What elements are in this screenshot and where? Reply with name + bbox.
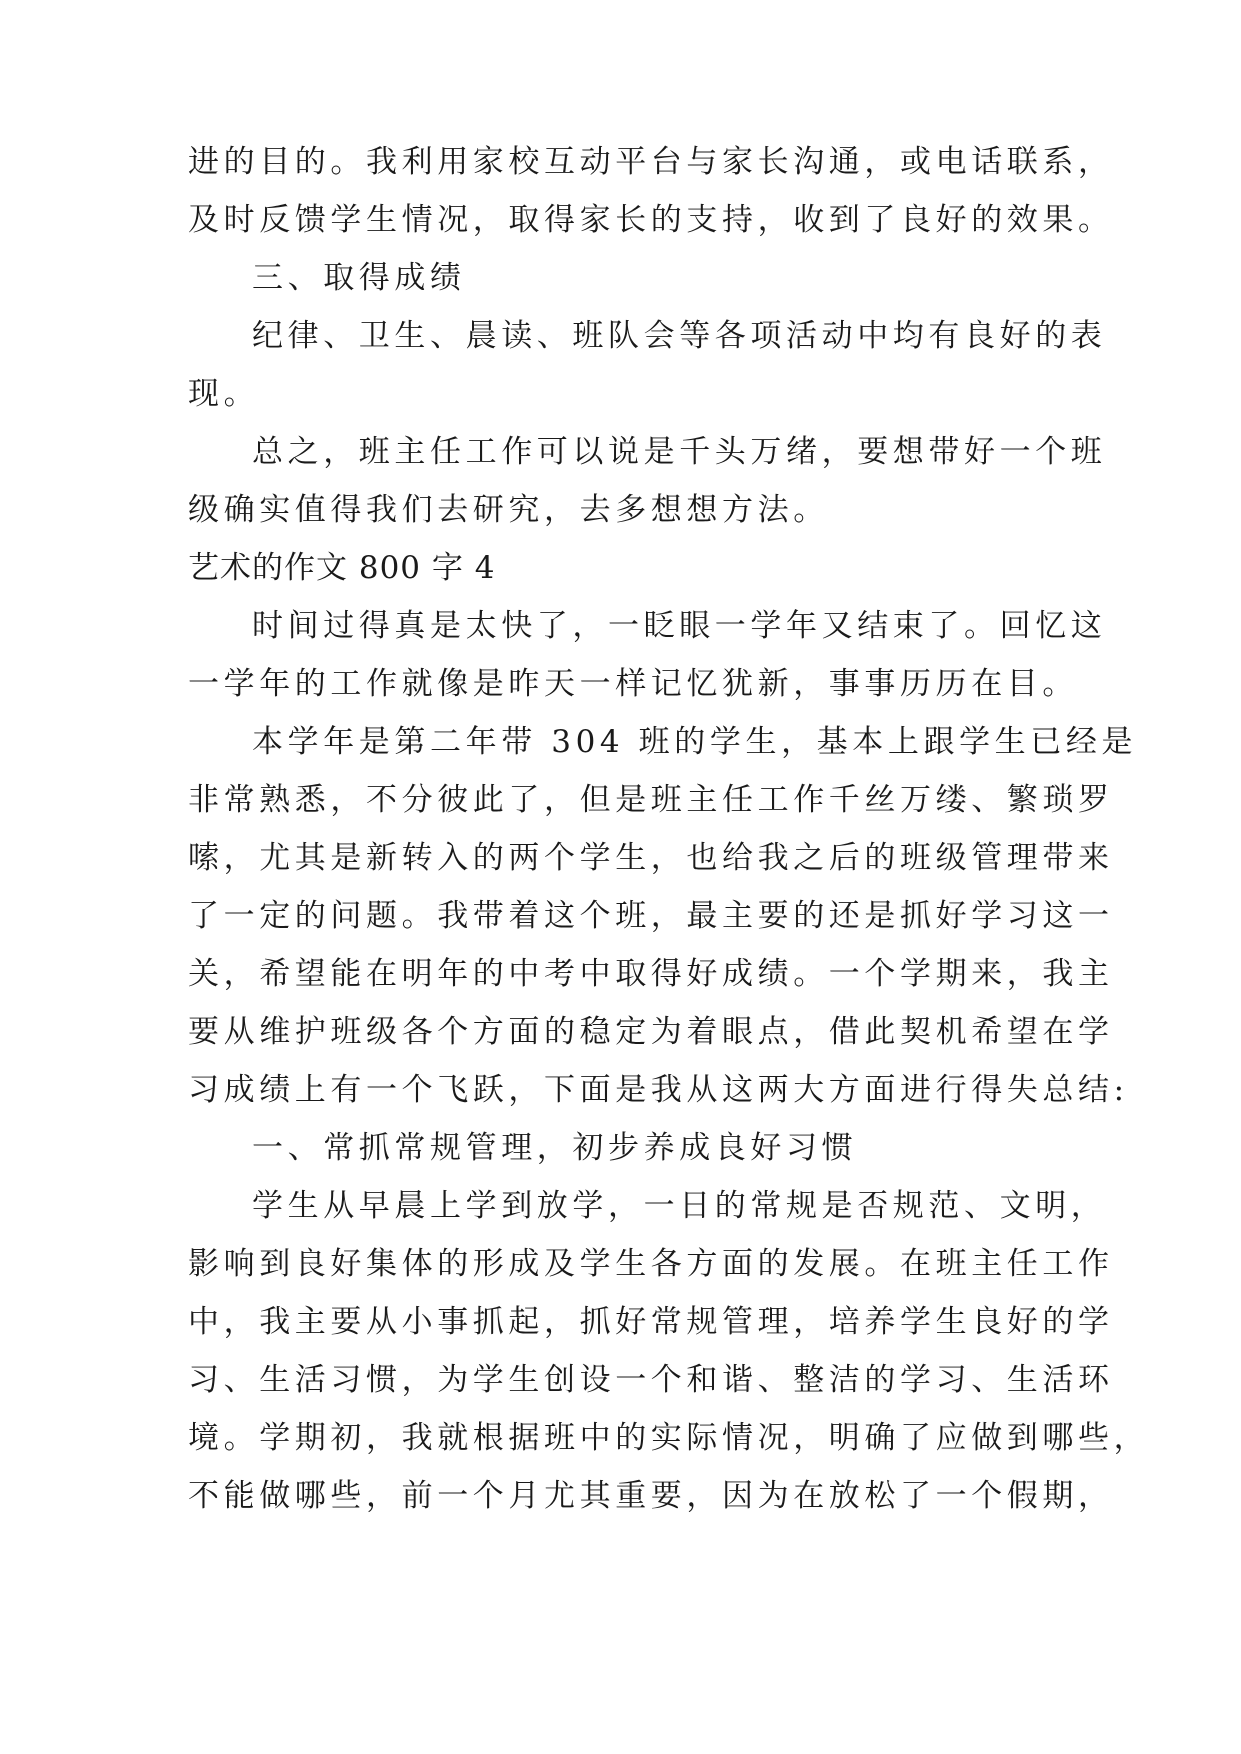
text-line-4: 纪律、卫生、晨读、班队会等各项活动中均有良好的表 (252, 318, 1107, 354)
essay-title: 艺术的作文 800 字 4 (188, 550, 496, 586)
text-line-11: 本学年是第二年带 304 班的学生，基本上跟学生已经是 (252, 724, 1138, 760)
text-line-13: 嗦，尤其是新转入的两个学生，也给我之后的班级管理带来 (188, 840, 1114, 876)
text-line-5: 现。 (188, 376, 260, 412)
text-line-20: 影响到良好集体的形成及学生各方面的发展。在班主任工作 (188, 1246, 1114, 1282)
text-line-23: 境。学期初，我就根据班中的实际情况，明确了应做到哪些， (188, 1420, 1150, 1456)
text-line-15: 关，希望能在明年的中考中取得好成绩。一个学期来，我主 (188, 956, 1114, 992)
text-line-2: 及时反馈学生情况，取得家长的支持，收到了良好的效果。 (188, 202, 1114, 238)
text-line-6: 总之，班主任工作可以说是千头万绪，要想带好一个班 (252, 434, 1107, 470)
text-line-12: 非常熟悉，不分彼此了，但是班主任工作千丝万缕、繁琐罗 (188, 782, 1114, 818)
text-line-21: 中，我主要从小事抓起，抓好常规管理，培养学生良好的学 (188, 1304, 1114, 1340)
text-line-22: 习、生活习惯，为学生创设一个和谐、整洁的学习、生活环 (188, 1362, 1114, 1398)
text-line-17: 习成绩上有一个飞跃，下面是我从这两大方面进行得失总结: (188, 1072, 1129, 1108)
text-line-7: 级确实值得我们去研究，去多想想方法。 (188, 492, 829, 528)
text-line-9: 时间过得真是太快了，一眨眼一学年又结束了。回忆这 (252, 608, 1107, 644)
section-heading-achievements: 三、取得成绩 (252, 260, 466, 296)
section-heading-routine-management: 一、常抓常规管理，初步养成良好习惯 (252, 1130, 858, 1166)
text-line-16: 要从维护班级各个方面的稳定为着眼点，借此契机希望在学 (188, 1014, 1114, 1050)
text-line-14: 了一定的问题。我带着这个班，最主要的还是抓好学习这一 (188, 898, 1114, 934)
text-line-19: 学生从早晨上学到放学，一日的常规是否规范、文明， (252, 1188, 1107, 1224)
text-line-10: 一学年的工作就像是昨天一样记忆犹新，事事历历在目。 (188, 666, 1078, 702)
text-line-24: 不能做哪些，前一个月尤其重要，因为在放松了一个假期， (188, 1478, 1114, 1514)
text-line-1: 进的目的。我利用家校互动平台与家长沟通，或电话联系， (188, 144, 1114, 180)
